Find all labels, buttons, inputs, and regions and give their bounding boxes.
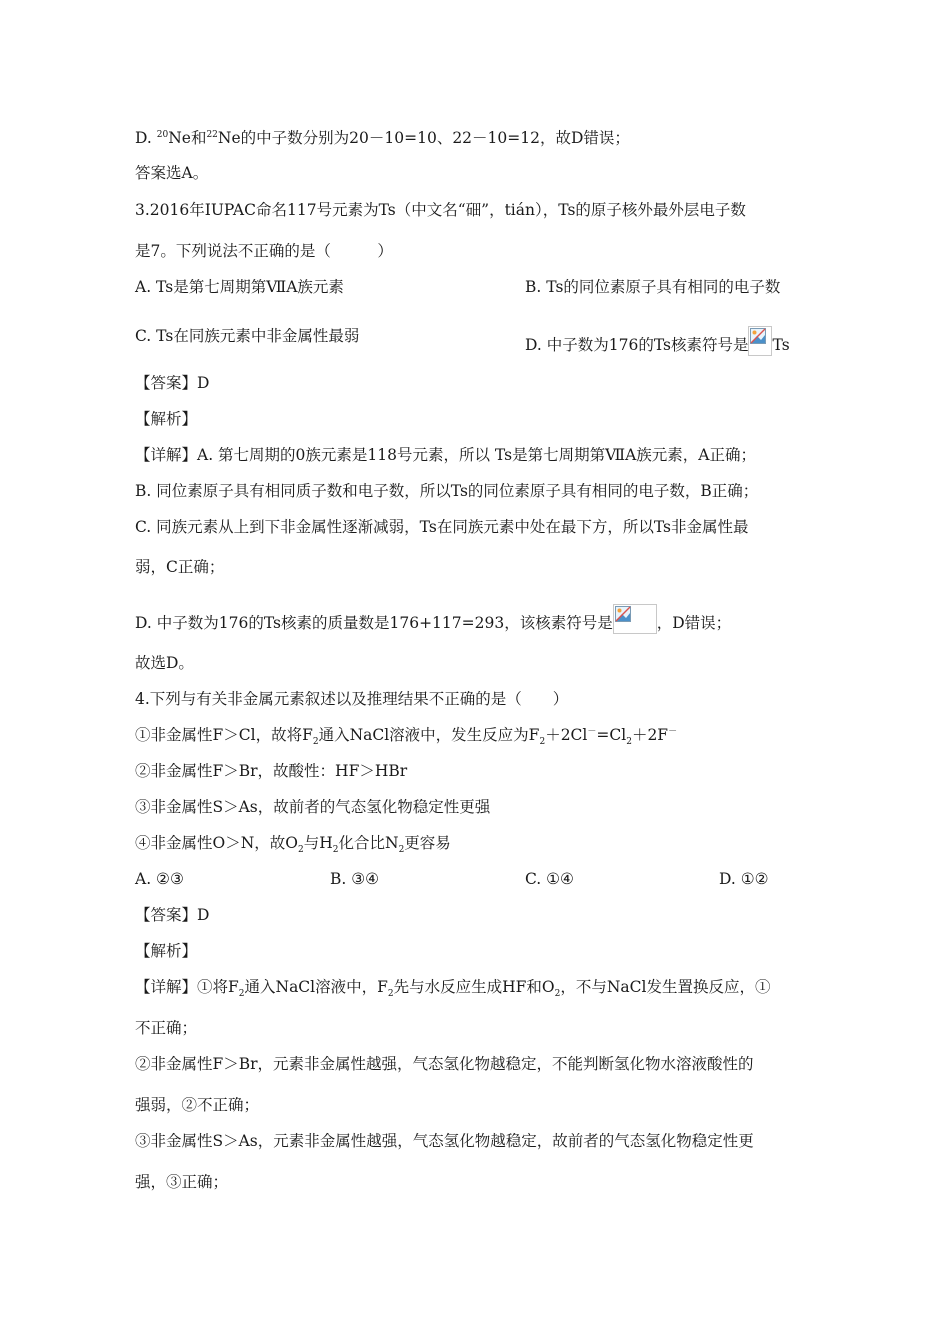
q4-statement-4 (135, 833, 451, 856)
image-placeholder-icon (750, 328, 766, 344)
q4-answer: 【答案】D (135, 906, 210, 924)
subscript: 2 (539, 737, 546, 748)
broken-image-icon (613, 604, 657, 634)
text: 先与水反应生成HF和O (393, 978, 555, 996)
q3-detail-b: B. 同位素原子具有相同质子数和电子数，所以Ts的同位素原子具有相同的电子数，B正确； (135, 482, 759, 500)
text: 与H (303, 834, 333, 852)
superscript: － (587, 726, 597, 737)
subscript: 2 (332, 845, 339, 856)
text: ①非金属性F＞Cl，故将F (135, 726, 313, 744)
text: 通入NaCl溶液中，发生反应为F (318, 726, 540, 744)
q3-answer: 【答案】D (135, 374, 210, 392)
text: 更容易 (404, 834, 451, 852)
q3-conclusion: 故选D。 (135, 654, 194, 672)
subscript: 2 (312, 737, 319, 748)
q2-option-d-explanation (135, 128, 630, 148)
q4-statement-1 (135, 725, 678, 748)
q3-detail-d-text: D. 中子数为176的Ts核素的质量数是176+117=293，该核素符号是 (135, 614, 613, 632)
subscript: 2 (554, 989, 561, 1000)
image-placeholder-icon (615, 606, 631, 622)
text: 【详解】①将F (135, 978, 239, 996)
ne-symbol: Ne (217, 129, 241, 147)
superscript: － (668, 726, 678, 737)
text: ＋2Cl (545, 726, 588, 744)
q3-analysis-heading: 【解析】 (135, 410, 198, 428)
q2-d-rest: 的中子数分别为20－10=10、22－10=12，故D错误； (240, 129, 630, 147)
q2-answer-choice: 答案选A。 (135, 164, 209, 182)
q4-detail-2-line2: 强弱，②不正确； (135, 1096, 260, 1114)
text: ＋2F (631, 726, 669, 744)
q3-detail-c-line2: 弱，C正确； (135, 558, 225, 576)
q3-option-a: A. Ts是第七周期第ⅦA族元素 (135, 278, 344, 296)
conjunction: 和 (190, 129, 207, 147)
q4-statement-3: ③非金属性S＞As，故前者的气态氢化物稳定性更强 (135, 798, 491, 816)
q3-detail-d-suffix: ，D错误； (656, 614, 732, 632)
text: ，不与NaCl发生置换反应，① (560, 978, 771, 996)
text: ④非金属性O＞N，故O (135, 834, 298, 852)
q4-option-b: B. ③④ (330, 870, 380, 888)
q3-option-c: C. Ts在同族元素中非金属性最弱 (135, 327, 360, 345)
q3-option-b: B. Ts的同位素原子具有相同的电子数 (525, 278, 781, 296)
q4-detail-3-line2: 强，③正确； (135, 1173, 229, 1191)
q4-statement-2: ②非金属性F＞Br，故酸性：HF＞HBr (135, 762, 408, 780)
subscript: 2 (238, 989, 245, 1000)
text: 化合比N (338, 834, 399, 852)
q3-detail-a: 【详解】A. 第七周期的0族元素是118号元素，所以 Ts是第七周期第ⅦA族元素，A正确； (135, 446, 756, 464)
q3-stem-line2: 是7。下列说法不正确的是（ ） (135, 242, 393, 260)
q3-detail-d (135, 604, 731, 634)
q4-option-d: D. ①② (719, 870, 769, 888)
q4-option-c: C. ①④ (525, 870, 574, 888)
q4-analysis-heading: 【解析】 (135, 942, 198, 960)
ne-symbol: Ne (168, 129, 191, 147)
q4-stem: 4.下列与有关非金属元素叙述以及推理结果不正确的是（ ） (135, 690, 569, 708)
subscript: 2 (626, 737, 632, 748)
q3-option-d-text: D. 中子数为176的Ts核素符号是 (525, 336, 749, 354)
subscript: 2 (387, 989, 394, 1000)
q4-detail-1-line2: 不正确； (135, 1019, 198, 1037)
text: =Cl (596, 726, 627, 744)
q4-detail-1-line1 (135, 977, 771, 1000)
q4-detail-3-line1: ③非金属性S＞As，元素非金属性越强，气态氢化物越稳定，故前者的气态氢化物稳定性更 (135, 1132, 754, 1150)
q3-option-d (525, 326, 790, 356)
q2-d-prefix: D. (135, 129, 157, 147)
q4-detail-2-line1: ②非金属性F＞Br，元素非金属性越强，气态氢化物越稳定，不能判断氢化物水溶液酸性的 (135, 1055, 754, 1073)
broken-image-icon (748, 326, 772, 356)
text: 通入NaCl溶液中，F (244, 978, 388, 996)
q3-detail-c-line1: C. 同族元素从上到下非金属性逐渐减弱，Ts在同族元素中处在最下方，所以Ts非金属性最 (135, 518, 749, 536)
ne22-mass-number: 22 (206, 129, 218, 140)
q4-option-a: A. ②③ (135, 870, 184, 888)
q3-stem-line1: 3.2016年IUPAC命名117号元素为Ts（中文名“鿬”，tián），Ts的原子核外最外层电子数 (135, 201, 746, 219)
ne20-mass-number: 20 (156, 129, 169, 140)
ts-symbol: Ts (772, 336, 790, 354)
subscript: 2 (297, 845, 304, 856)
subscript: 2 (398, 845, 405, 856)
